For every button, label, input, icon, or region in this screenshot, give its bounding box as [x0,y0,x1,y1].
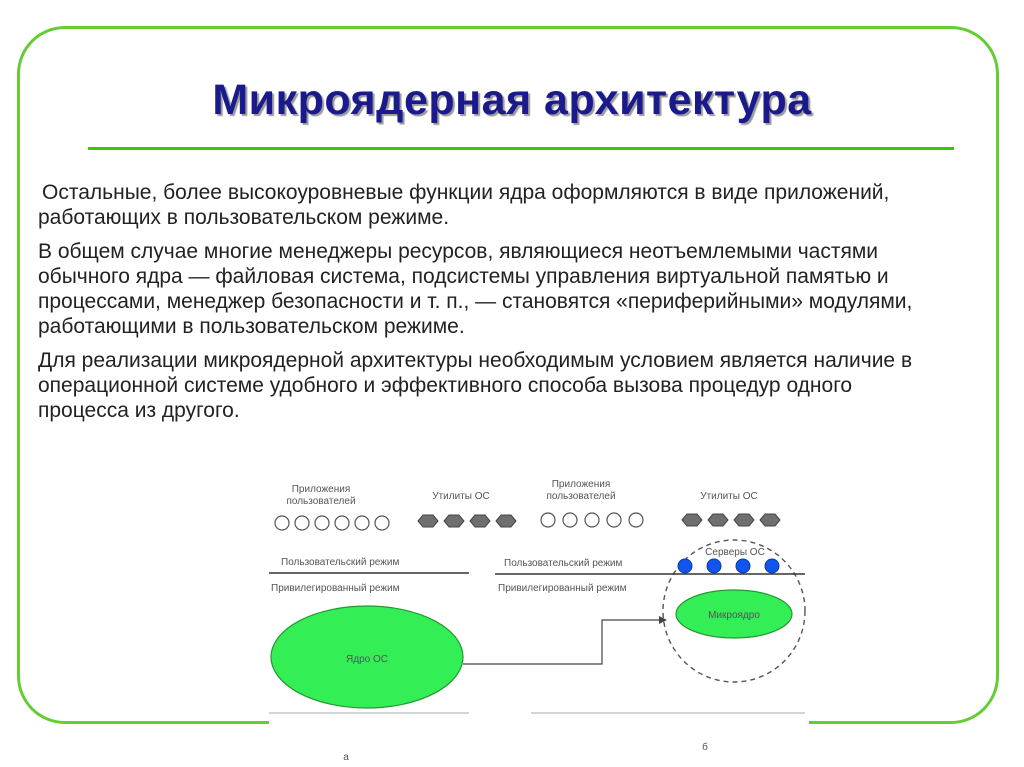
right-caption: б [702,742,708,753]
os-servers-label: Серверы ОС [705,547,765,558]
left-privileged-mode-label: Привилегированный режим [271,583,400,594]
architecture-diagram [269,470,809,767]
server-dot [736,559,750,573]
util-hexagon [496,515,516,527]
architecture-diagram-svg [269,470,809,767]
microkernel-label: Микроядро [708,610,760,621]
util-hexagon [418,515,438,527]
os-kernel-label: Ядро ОС [346,654,388,665]
util-hexagon [444,515,464,527]
paragraph-2: В общем случае многие менеджеры ресурсов, являющиеся неотъемлемыми частями обычного ядра — файловая система, подсистемы управления виртуальной памятью и процессами, менеджер безопасности и т. п., — становятся «периферийными» модулями, работающими в пользовательском режиме. [38,240,913,338]
app-circle [295,516,309,530]
server-dot [765,559,779,573]
server-dot [707,559,721,573]
paragraph-1: Остальные, более высокоуровневые функции ядра оформляются в виде приложений, работающих в пользовательском режиме. [38,181,890,229]
app-circle [585,513,599,527]
right-user-apps-label-1: Приложения [551,479,611,490]
app-circle [375,516,389,530]
util-hexagon [734,514,754,526]
left-os-utils-label: Утилиты ОС [432,491,490,502]
left-user-apps-label-1: Приложения [291,484,351,495]
right-privileged-mode-label: Привилегированный режим [498,583,627,594]
util-hexagon [682,514,702,526]
left-user-app-circles [275,516,389,530]
right-os-utils-label: Утилиты ОС [700,491,758,502]
right-user-mode-label: Пользовательский режим [504,558,623,569]
paragraph-3: Для реализации микроядерной архитектуры необходимым условием является наличие в операционной системе удобного и эффективного способа вызова процедур одного процесса из другого. [38,349,913,422]
title-divider [88,147,954,150]
app-circle [541,513,555,527]
slide-body [38,180,938,432]
util-hexagon [470,515,490,527]
util-hexagon [760,514,780,526]
app-circle [355,516,369,530]
right-util-hexagons [682,514,780,526]
app-circle [607,513,621,527]
slide-title: Микроядерная архитектура [212,76,812,124]
app-circle [335,516,349,530]
right-user-apps-label-2: пользователей [546,491,616,502]
app-circle [275,516,289,530]
app-circle [315,516,329,530]
app-circle [629,513,643,527]
server-dot [678,559,692,573]
left-user-mode-label: Пользовательский режим [281,557,400,568]
right-user-app-circles [541,513,643,527]
left-caption: а [343,752,349,763]
os-server-dots [678,559,779,573]
left-util-hexagons [418,515,516,527]
app-circle [563,513,577,527]
left-user-apps-label-2: пользователей [286,496,356,507]
connector-line [463,620,659,664]
util-hexagon [708,514,728,526]
